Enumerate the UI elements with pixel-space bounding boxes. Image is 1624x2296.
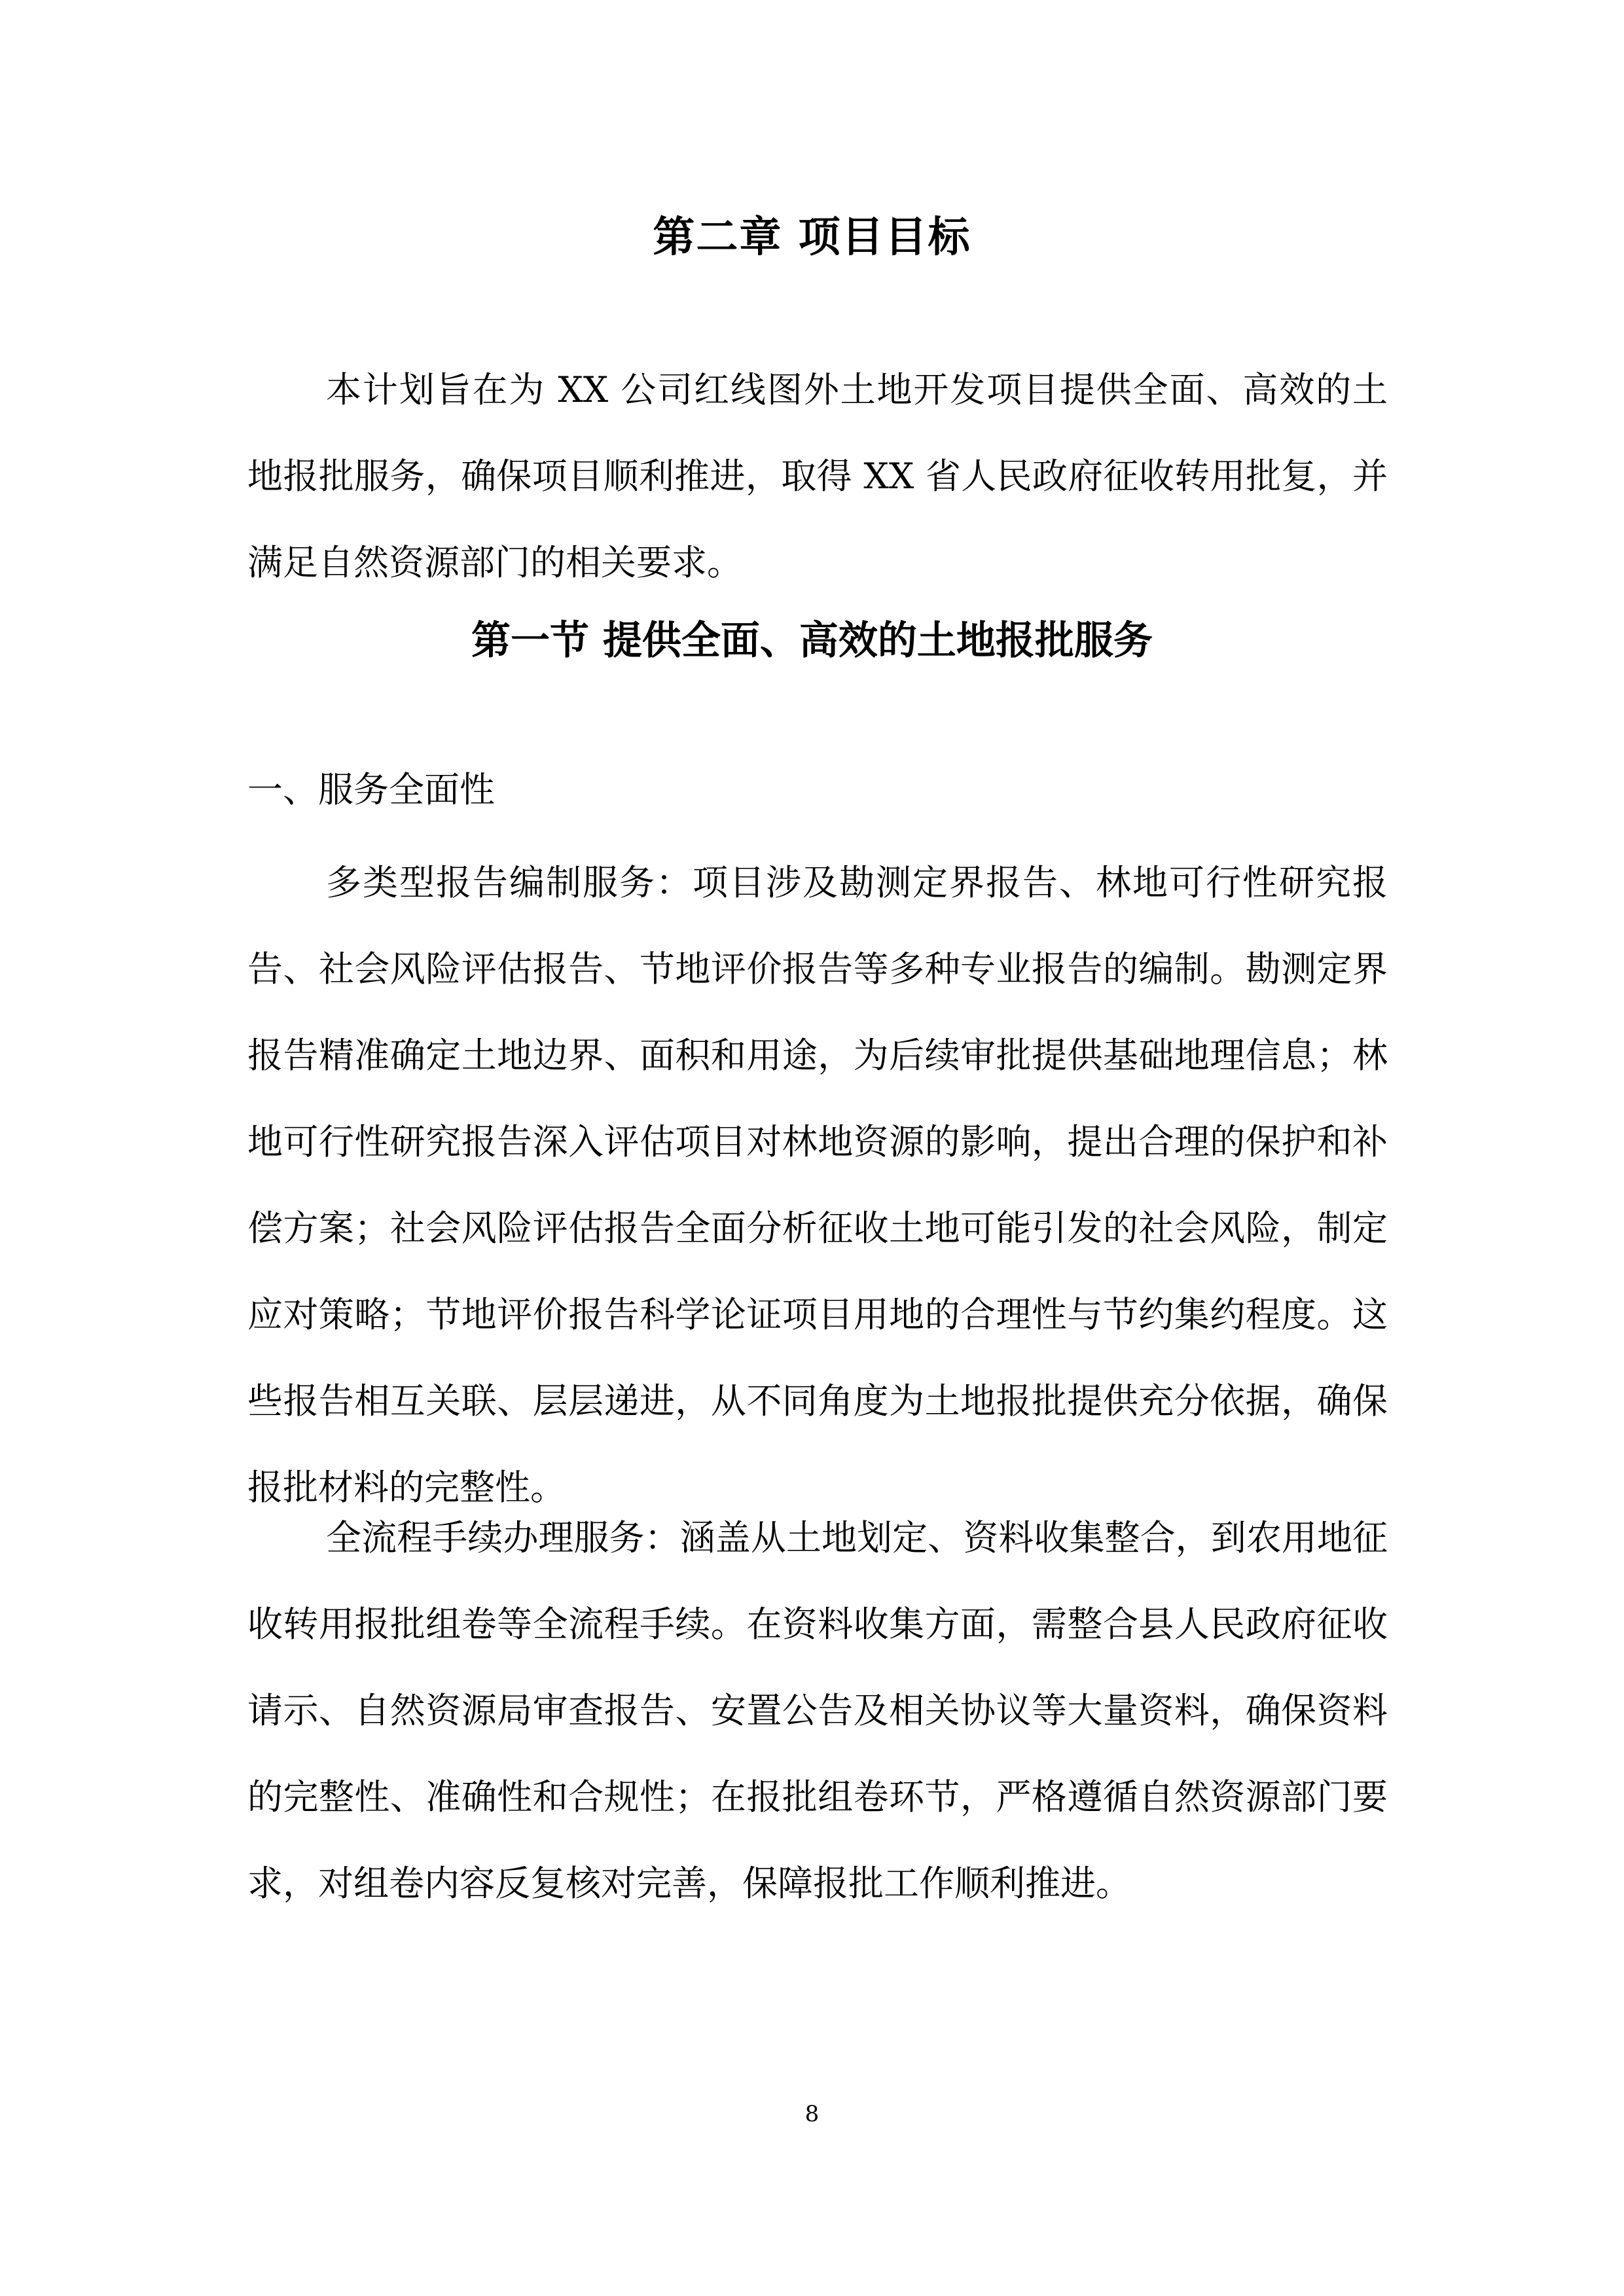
- section-title: 第一节 提供全面、高效的土地报批服务: [471, 618, 1153, 664]
- paragraph-reports: 多类型报告编制服务：项目涉及勘测定界报告、林地可行性研究报告、社会风险评估报告、节地评价报告等多种专业报告的编制。勘测定界报告精准确定土地边界、面积和用途，为后续审批提供基础地理信息；林地可行性研究报告深入评估项目对林地资源的影响，提出合理的保护和补偿方案；社会风险评估报告全面分析征收土地可能引发的社会风险，制定应对策略；节地评价报告科学论证项目用地的合理性与节约集约程度。这些报告相互关联、层层递进，从不同角度为土地报批提供充分依据，确保报批材料的完整性。: [247, 862, 1388, 1508]
- subheading: 一、服务全面性: [247, 769, 495, 810]
- page-number: 8: [804, 2101, 820, 2127]
- paragraph-process: 全流程手续办理服务：涵盖从土地划定、资料收集整合，到农用地征收转用报批组卷等全流程手续。在资料收集方面，需整合县人民政府征收请示、自然资源局审查报告、安置公告及相关协议等大量资料，确保资料的完整性、准确性和合规性；在报批组卷环节，严格遵循自然资源部门要求，对组卷内容反复核对完善，保障报批工作顺利推进。: [247, 1517, 1388, 1904]
- chapter-title: 第二章 项目目标: [653, 213, 971, 262]
- intro-paragraph: 本计划旨在为 XX 公司红线图外土地开发项目提供全面、高效的土地报批服务，确保项目顺利推进，取得 XX 省人民政府征收转用批复，并满足自然资源部门的相关要求。: [247, 369, 1388, 583]
